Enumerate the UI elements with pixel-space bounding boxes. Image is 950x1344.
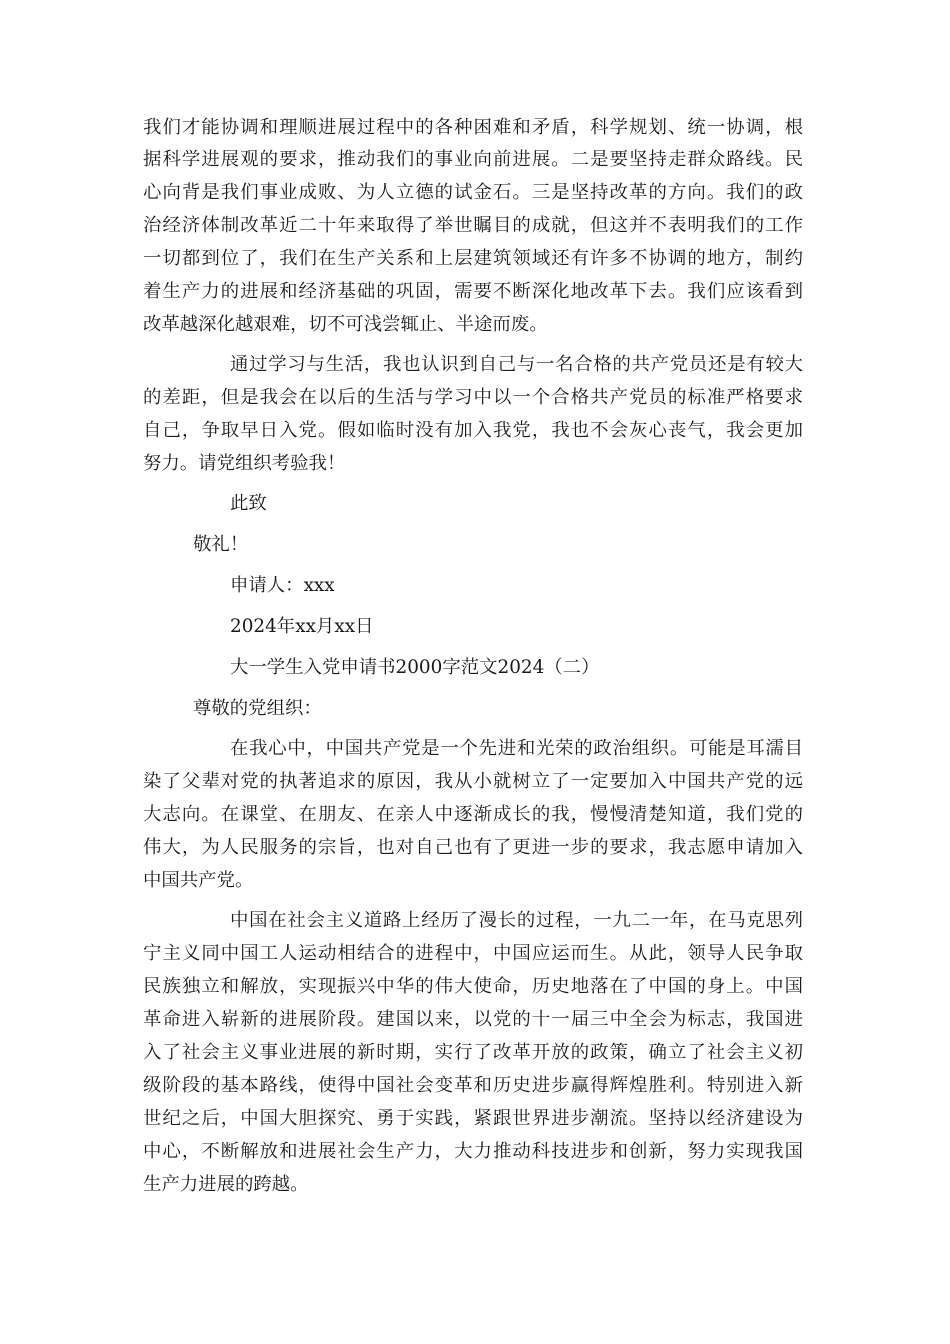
paragraph-line: 大志向。在课堂、在朋友、在亲人中逐渐成长的我，慢慢清楚知道，我们党的 [143,804,803,825]
paragraph-line: 世纪之后，中国大胆探究、勇于实践，紧跟世界进步潮流。坚持以经济建设为 [143,1108,803,1129]
paragraph-line: 生产力进展的跨越。 [143,1174,309,1195]
paragraph-line: 宁主义同中国工人运动相结合的进程中，中国应运而生。从此，领导人民争取 [143,943,803,964]
paragraph-line: 中心，不断解放和进展社会生产力，大力推动科技进步和创新，努力实现我国 [143,1141,803,1162]
applicant-signature: 申请人：xxx [230,575,335,596]
paragraph-line: 中国在社会主义道路上经历了漫长的过程，一九二一年，在马克思列 [230,910,803,931]
paragraph-line: 努力。请党组织考验我！ [143,453,346,474]
closing-respect: 敬礼！ [193,534,249,555]
paragraph-line: 我们才能协调和理顺进展过程中的各种困难和矛盾，科学规划、统一协调，根 [143,117,803,138]
paragraph-line: 染了父辈对党的执著追求的原因，我从小就树立了一定要加入中国共产党的远 [143,771,803,792]
paragraph-line: 治经济体制改革近二十年来取得了举世瞩目的成就，但这并不表明我们的工作 [143,215,803,236]
date-line: 2024年xx月xx日 [230,616,374,637]
paragraph-line: 据科学进展观的要求，推动我们的事业向前进展。二是要坚持走群众路线。民 [143,149,803,170]
closing-salutation: 此致 [230,493,267,514]
paragraph-line: 伟大，为人民服务的宗旨，也对自己也有了更进一步的要求，我志愿申请加入 [143,837,803,858]
paragraph-line: 自己，争取早日入党。假如临时没有加入我党，我也不会灰心丧气，我会更加 [143,420,803,441]
paragraph-line: 的差距，但是我会在以后的生活与学习中以一个合格共产党员的标准严格要求 [143,387,803,408]
section-title: 大一学生入党申请书2000字范文2024（二） [230,657,600,678]
paragraph-line: 革命进入崭新的进展阶段。建国以来，以党的十一届三中全会为标志，我国进 [143,1009,803,1030]
paragraph-line: 民族独立和解放，实现振兴中华的伟大使命，历史地落在了中国的身上。中国 [143,976,803,997]
paragraph-line: 在我心中，中国共产党是一个先进和光荣的政治组织。可能是耳濡目 [230,738,803,759]
paragraph-line: 级阶段的基本路线，使得中国社会变革和历史进步赢得辉煌胜利。特别进入新 [143,1075,803,1096]
paragraph-line: 改革越深化越艰难，切不可浅尝辄止、半途而废。 [143,314,548,335]
greeting: 尊敬的党组织： [193,698,322,719]
paragraph-line: 中国共产党。 [143,870,254,891]
paragraph-line: 通过学习与生活，我也认识到自己与一名合格的共产党员还是有较大 [230,354,803,375]
paragraph-line: 心向背是我们事业成败、为人立德的试金石。三是坚持改革的方向。我们的政 [143,182,803,203]
paragraph-line: 一切都到位了，我们在生产关系和上层建筑领域还有许多不协调的地方，制约 [143,248,803,269]
paragraph-line: 着生产力的进展和经济基础的巩固，需要不断深化地改革下去。我们应该看到 [143,281,803,302]
paragraph-line: 入了社会主义事业进展的新时期，实行了改革开放的政策，确立了社会主义初 [143,1042,803,1063]
